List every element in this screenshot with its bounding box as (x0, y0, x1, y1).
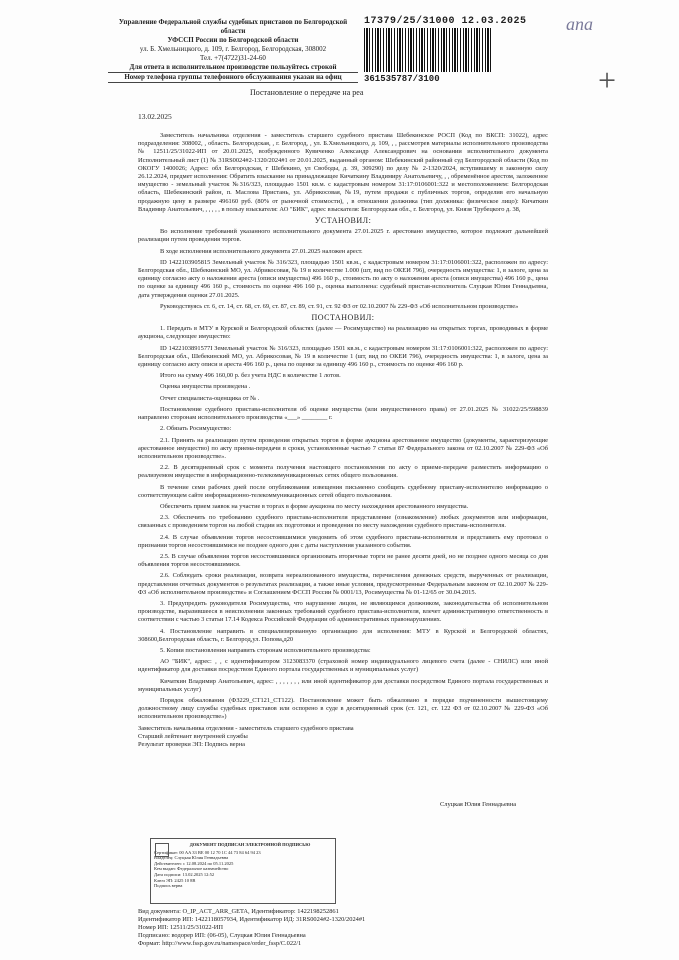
stamp-line: Ключ ЭП: 2425 10 8B (154, 877, 196, 883)
paragraph: 2.4. В случае объявления торгов несостоявшимися уведомить об этом судебного пристава-исполнителя и представить ему протокол о признании торгов несостоявшимися не позднее одного дня с даты наступления указанного события. (138, 533, 548, 549)
emblem-icon (155, 843, 169, 857)
signer-position: Заместитель начальника отделения - заместитель старшего судебного пристава (138, 724, 354, 732)
stamp-title: ДОКУМЕНТ ПОДПИСАН ЭЛЕКТРОННОЙ ПОДПИСЬЮ (189, 842, 311, 847)
electronic-signature-stamp (150, 838, 336, 904)
signer-name: Слуцкая Юлия Геннадьевна (440, 801, 517, 808)
paragraph: Постановление судебного пристава-исполнителя об оценке имущества (или имущественного права) от 27.01.2025 № 31022/25/598839 направлено сторонам исполнительного производства «___» ________ г. (138, 405, 548, 422)
paragraph: 2.3. Обеспечить по требованию судебного пристава-исполнителя представление (ознакомление) любых документов или информации, связанных с проведением торгов на любой стадии их подготовки и проведения по месту нахождения судебного пристава-исполнителя. (138, 514, 548, 530)
document-title: Постановление о передаче на реа (250, 88, 364, 97)
document-body (138, 132, 548, 749)
heading-ustanovil: УСТАНОВИЛ: (314, 216, 372, 226)
reply-note: Для ответа в исполнительном производстве пользуйтесь строкой (108, 63, 358, 73)
paragraph: АО "БИК", адрес: , , с идентификатором 3123083370 (страховой номер индивидуального лицевого счета (далее - СНИЛС) или иной идентификатор для доставки посредством Единого портала государственных и муниципальных услуг) (138, 658, 548, 674)
paragraph: Отчет специалиста-оценщика от № . (160, 394, 260, 402)
phone-note: Номер телефона группы телефонного обслуживания указан на офиц (108, 73, 358, 83)
footer-line: Формат: http://www.fssp.gov.ru/namespace/order_fssp/C.022/1 (138, 940, 302, 947)
issuer-address: ул. Б. Хмельницкого, д. 109, г. Белгород, Белгородская, 308002 (139, 45, 327, 53)
paragraph: Руководствуясь ст. 6, ст. 14, ст. 68, ст. 69, ст. 87, ст. 89, ст. 91, ст. 92 ФЗ от 02.10.2007 № 229-ФЗ «Об исполнительном производстве» (160, 302, 519, 310)
handwritten-plus: + (598, 62, 617, 98)
paragraph-total: Итого на сумму 496 160,00 р. без учета НДС в количестве 1 лотов. (160, 372, 341, 380)
footer-line: Вид документа: O_IP_ACT_ARR_GETA, Идентификатор: 1422198252861 (138, 908, 339, 915)
paragraph: 2.2. В десятидневный срок с момента получения настоящего постановления по акту о приеме-передаче разместить информацию о реализуемом имуществе в информационно-телекоммуникационных сетях общего пользования. (138, 464, 548, 480)
document-number: 17379/25/31000 12.03.2025 (364, 16, 527, 27)
paragraph: В ходе исполнения исполнительного документа 27.01.2025 наложен арест. (160, 247, 363, 255)
paragraph: 2.6. Соблюдать сроки реализации, возврата нереализованного имущества, перечисления денежных средств, вырученных от реализации, представления отчетных документов о результатах реализации, а также иные условия, предусмотренные Федеральным законом от 02.10.2007 № 229-ФЗ «Об исполнительном производстве» и Соглашением ФССП России № 0001/13, Росимущества № 01-12/65 от 30.04.2015. (138, 572, 548, 596)
paragraph: 2.5. В случае объявления торгов несостоявшимися организовать вторичные торги не ранее десяти дней, но не позднее одного месяца со дня объявления торгов несостоявшимися. (138, 552, 548, 569)
paragraph-property: ID 1422103891577I Земельный участок № 316/323, площадью 1501 кв.м., с кадастровым номером 31:17:0106001:322, расположен по адресу: Белгородская обл., Шебекинский МО, ул. Абрикосовая, № 19 в количестве 1 (шт, вид по ОКЕИ 796), очередность имущества: 1, в залоге, цена за единицу согласно акту описи и ареста 496 160 р., цена по оценке за единицу 496 160 р., стоимость по оценке 496 160 р. (138, 344, 548, 369)
issuer-header (108, 18, 358, 83)
paragraph: Обеспечить прием заявок на участие в торгах в форме аукциона по месту нахождения арестованного имущества. (160, 502, 469, 510)
paragraph: 4. Постановление направить в специализированную организацию для исполнения: МТУ в Курской и Белгородской областях, 308600,Белгородская область, г. Белгород,ул. Попова,д20 (138, 627, 548, 643)
heading-postanovil: ПОСТАНОВИЛ: (311, 313, 375, 323)
barcode-number: 361535787/3100 (364, 74, 440, 84)
paragraph: 2.1. Принять на реализацию путем проведения открытых торгов в форме аукциона арестованное имущество (документы, характеризующие арестованное имущество) по акту приема-передачи в сроки, установленные частью 7 статьи 87 Федерального закона от 02.10.2007 № 229-ФЗ «Об исполнительном производстве». (138, 436, 548, 460)
paragraph: 1. Передать в МТУ в Курской и Белгородской областях (далее — Росимущество) на реализацию на открытых торгах, проводимых в форме аукциона, следующее имущество: (138, 325, 548, 341)
footer-line: Подписано: водорер ИП: (06-05), Слуцкая Юлия Геннадьевна (138, 932, 306, 939)
stamp-line: Действителен: с 12.08.2024 по 05.11.2025 (154, 860, 234, 866)
paragraph: Оценка имущества произведена . (160, 383, 251, 391)
document-date: 13.02.2025 (138, 112, 172, 121)
issuer-phone: Тел. +7(4722)31-24-60 (200, 54, 266, 62)
issuer-short-name: УФССП России по Белгородской области (167, 36, 299, 44)
paragraph-intro: Заместитель начальника отделения - заместитель старшего судебного пристава Шебекинское РОСП (Код по ВКСП: 31022), адрес подразделения: 308002, , область. Белгородская, , г. Белгород, , ул. Б.Хмельницкого, д. 109, , , рассмотрев материалы исполнительного производства № 12511/25/31022-ИП от 20.01.2025, возбужденного Кувиченко Александр Александрович на основании исполнительного документа Исполнительный лист (1) № 31RS0024#2-1320/2024#1 от 20.01.2025, выданный органом: Шебекинский районный суд Белгородской области (Код по ОКОГУ 1400026; Адрес: обл Белгородская, г Шебекино, ул Свободы, д. 39, 309290) по делу № 2-1320/2024, вступившему в законную силу 26.12.2024, предмет исполнения: Обратить взыскание на принадлежащее Кичаткину Владимиру Анатольевичу, , , обременённое арестом, заложенное имущество - земельный участок №316/323, площадью 1501 кв.м. с кадастровым номером 31:17:0106001:322 и местоположением: Белгородская область, Шебекинский район, п. Маслова Пристань, ул. Абрикосовая, №19, путем продажи с публичных торгов, определив его начальную продажную цену в размере 496160 руб. (80% от рыночной стоимости), , в отношении должника (тип должника: физическое лицо): Кичаткин Владимир Анатольевич, , , , , , в пользу взыскателя: АО "БИК", адрес взыскателя: Белгородская обл., г. Белгород, ул. Князя Трубецкого д. 38, (138, 132, 548, 213)
stamp-line: Дата подписи: 13.02.2025 12:52 (154, 871, 215, 877)
signer-rank: Старший лейтенант внутренней службы (138, 732, 248, 740)
footer-line: Номер ИП: 12511/25/31022-ИП (138, 924, 223, 931)
issuer-name: Управление Федеральной службы судебных приставов по Белгородской области (118, 18, 348, 35)
paragraph-appeal: Порядок обжалования (ФЗ229_CT121_CT122). Постановление может быть обжаловано в порядке подчиненности вышестоящему должностному лицу службы судебных приставов или оспорено в суде в десятидневный срок (ст. 121, ст. 122 ФЗ от 02.10.2007 № 229-ФЗ «Об исполнительном производстве») (138, 696, 548, 721)
stamp-line: Подпись верна (154, 883, 183, 889)
stamp-line: Сертификат: 00 AA 33 BE 00 12 70 1C 44 73 84 64 94 23 (154, 849, 261, 855)
stamp-line: Кем выдан: Федеральное казначейство (154, 866, 229, 872)
paragraph: Кичаткин Владимир Анатольевич, адрес: , , , , , , , или иной идентификатор для доставки посредством Единого портала государственных и муниципальных услуг) (138, 677, 548, 693)
paragraph: В течение семи рабочих дней после опубликования извещения письменно сообщить судебному приставу-исполнителю информацию о соответствующем сайте информационно-телекоммуникационных сетей общего пользования. (138, 483, 548, 499)
signature-check: Результат проверки ЭП: Подпись верна (138, 741, 245, 748)
paragraph-property: ID 1422103905815 Земельный участок № 316/323, площадью 1501 кв.м., с кадастровым номером 31:17:0106001:322, расположен по адресу: Белгородская обл., Шебекинский МО, ул. Абрикосовая, № 19 в количестве 1.000 (шт, вид по ОКЕИ 796), очередность имущества: 1, в залоге, цена за единицу согласно акту о наложении ареста (описи имущества) 496 160 р., стоимость по акту о наложении ареста (описи имущества) 496 160 р., цена по оценке за единицу 496 160 р., стоимость по оценке 496 160 р., оценка выполнена: судебный пристав-исполнитель Слуцкая Юлия Геннадьевна, дата утверждения оценки 27.01.2025. (138, 258, 548, 299)
barcode (364, 28, 492, 72)
document-footer (138, 908, 558, 948)
stamp-line: Владелец: Слуцкая Юлия Геннадьевна (154, 855, 229, 861)
paragraph: 5. Копии постановления направить сторонам исполнительного производства: (160, 646, 371, 654)
paragraph: 2. Обязать Росимущество: (160, 425, 232, 433)
footer-line: Идентификатор ИП: 1422118057934, Идентификатор ИД: 31RS0024#2-1320/2024#1 (138, 916, 366, 923)
handwritten-note: ana (566, 14, 593, 34)
paragraph: Во исполнение требований указанного исполнительного документа 27.01.2025 г. арестовано имущество, которое подлежит дальнейшей реализации путем проведения торгов. (138, 228, 548, 244)
paragraph: 3. Предупредить руководителя Росимущества, что нарушение лицом, не являющимся должником, законодательства об исполнительном производстве, выразившееся в неисполнении законных требований судебного пристава-исполнителя, влечет административную ответственность в соответствии с частью 3 статьи 17.14 Кодекса Российской Федерации об административных правонарушениях. (138, 599, 548, 624)
